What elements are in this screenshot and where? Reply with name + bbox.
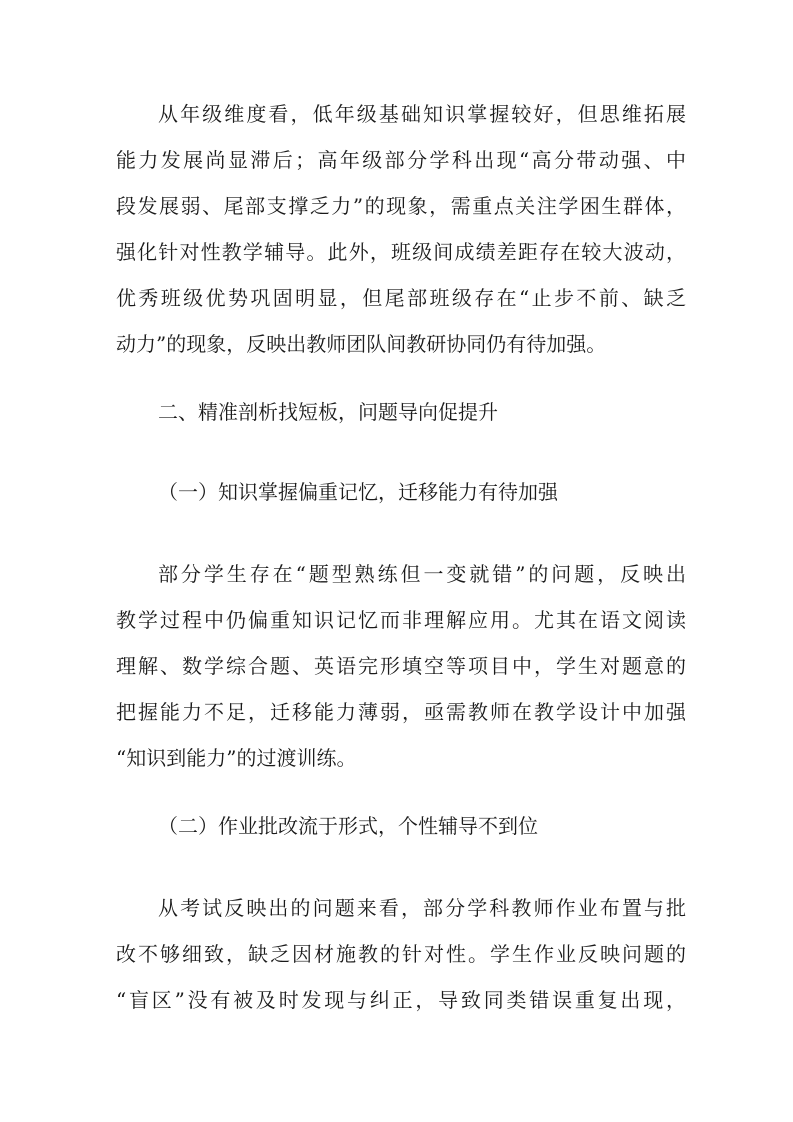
paragraph-line: 理解、数学综合题、英语完形填空等项目中，学生对题意的 xyxy=(116,654,686,678)
paragraph-line: “盲区”没有被及时发现与纠正，导致同类错误重复出现， xyxy=(116,988,686,1012)
paragraph-line: 从考试反映出的问题来看，部分学科教师作业布置与批 xyxy=(158,896,686,920)
paragraph-line: 强化针对性教学辅导。此外，班级间成绩差距存在较大波动， xyxy=(116,240,686,264)
subsection-heading-1: （一）知识掌握偏重记忆，迁移能力有待加强 xyxy=(158,480,558,504)
paragraph-line: 把握能力不足，迁移能力薄弱，亟需教师在教学设计中加强 xyxy=(116,700,686,724)
section-heading: 二、精准剖析找短板，问题导向促提升 xyxy=(158,400,498,424)
subsection-heading-2: （二）作业批改流于形式，个性辅导不到位 xyxy=(158,814,538,838)
paragraph-line: 部分学生存在“题型熟练但一变就错”的问题，反映出 xyxy=(158,562,686,586)
paragraph-line: 动力”的现象，反映出教师团队间教研协同仍有待加强。 xyxy=(116,332,607,356)
paragraph-line: 优秀班级优势巩固明显，但尾部班级存在“止步不前、缺乏 xyxy=(116,286,686,310)
paragraph-line: 能力发展尚显滞后；高年级部分学科出现“高分带动强、中 xyxy=(116,148,686,172)
paragraph-line: 段发展弱、尾部支撑乏力”的现象，需重点关注学困生群体， xyxy=(116,194,686,218)
paragraph-line: “知识到能力”的过渡训练。 xyxy=(116,746,357,770)
paragraph-line: 教学过程中仍偏重知识记忆而非理解应用。尤其在语文阅读 xyxy=(116,608,686,632)
paragraph-line: 改不够细致，缺乏因材施教的针对性。学生作业反映问题的 xyxy=(116,942,686,966)
paragraph-line: 从年级维度看，低年级基础知识掌握较好，但思维拓展 xyxy=(158,102,686,126)
